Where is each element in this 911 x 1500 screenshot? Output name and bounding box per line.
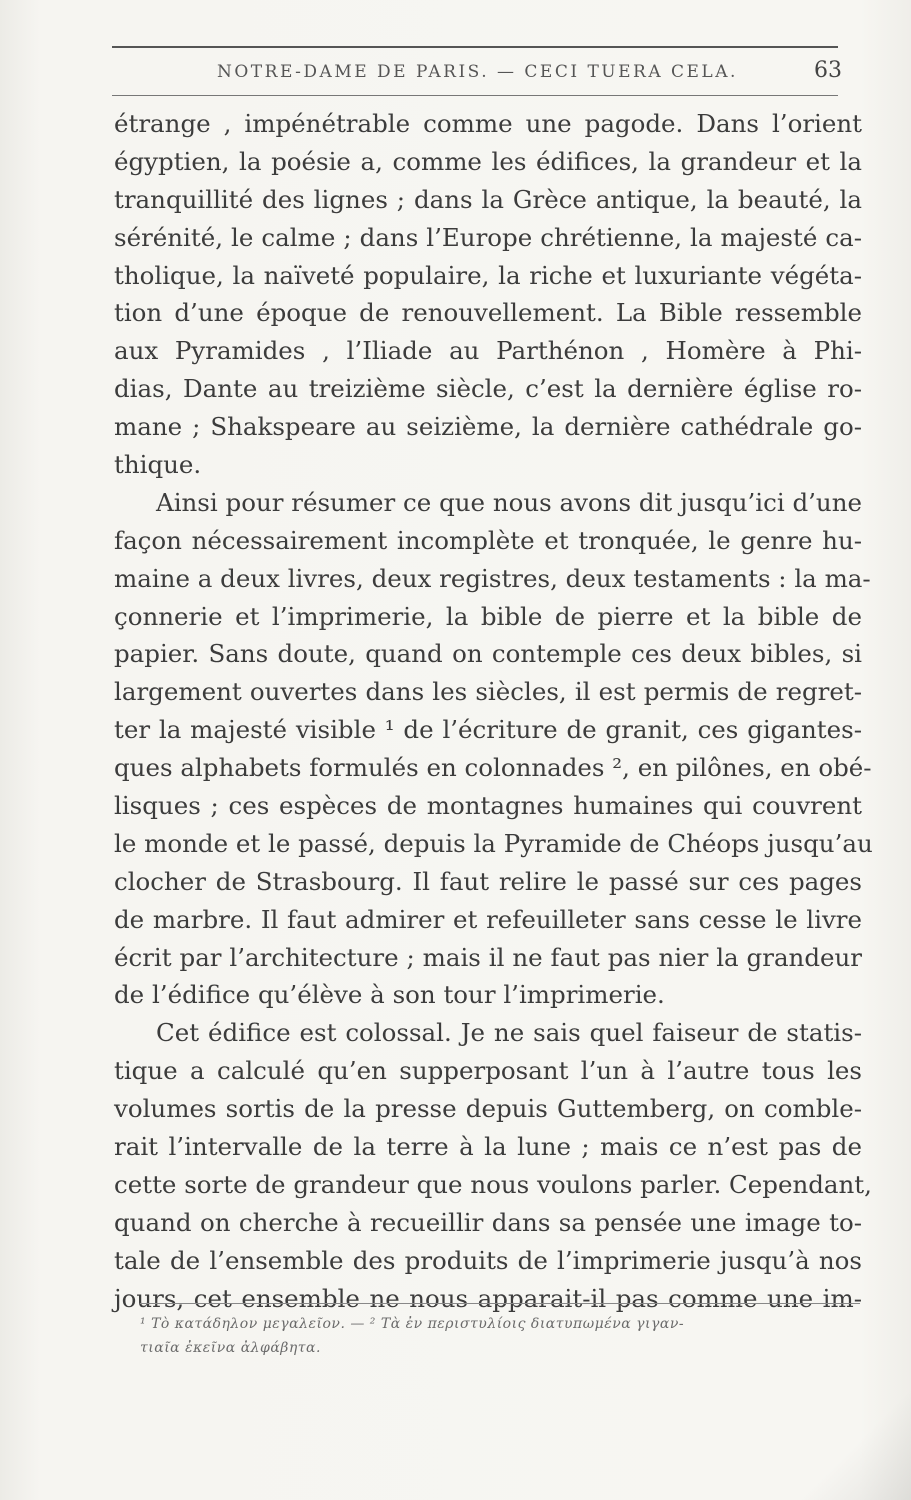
text-line: maine a deux livres, deux registres, deux testaments : la ma- bbox=[114, 563, 871, 593]
text-line: de marbre. Il faut admirer et refeuilleter sans cesse le livre bbox=[114, 904, 862, 934]
top-rule bbox=[112, 46, 838, 48]
text-line: tholique, la naïveté populaire, la riche et luxuriante végéta- bbox=[114, 260, 862, 290]
text-line: çonnerie et l’imprimerie, la bible de pierre et la bible de bbox=[114, 601, 862, 631]
footnote-rule bbox=[140, 1303, 860, 1304]
text-line: aux Pyramides , l’Iliade au Parthénon , Homère à Phi- bbox=[114, 336, 862, 366]
text-line: clocher de Strasbourg. Il faut relire le passé sur ces pages bbox=[114, 866, 862, 896]
page-number: 63 bbox=[814, 58, 842, 83]
text-line: largement ouvertes dans les siècles, il est permis de regret- bbox=[114, 677, 862, 707]
text-line: tale de l’ensemble des produits de l’imprimerie jusqu’à nos bbox=[114, 1245, 862, 1275]
header-rule bbox=[112, 95, 838, 96]
text-line: volumes sortis de la presse depuis Guttemberg, on comble- bbox=[114, 1094, 862, 1124]
text-line: étrange , impénétrable comme une pagode. Dans l’orient bbox=[114, 109, 862, 138]
footnote-line: ¹ Τὸ κατάδηλον μεγαλεῖον. — ² Τὰ ἐν περιστυλίοις διατυπωμένα γιγαν- bbox=[140, 1316, 685, 1332]
text-line: le monde et le passé, depuis la Pyramide de Chéops jusqu’au bbox=[114, 828, 873, 858]
body-text bbox=[114, 105, 873, 1318]
text-line: cette sorte de grandeur que nous voulons parler. Cependant, bbox=[114, 1169, 872, 1199]
running-title: NOTRE-DAME DE PARIS. — CECI TUERA CELA. bbox=[217, 62, 738, 82]
text-line: dias, Dante au treizième siècle, c’est la dernière église ro- bbox=[114, 374, 862, 404]
text-line: tique a calculé qu’en supperposant l’un à l’autre tous les bbox=[114, 1056, 862, 1086]
text-line: sérénité, le calme ; dans l’Europe chrétienne, la majesté ca- bbox=[114, 222, 862, 252]
footnotes bbox=[140, 1312, 865, 1360]
text-line: thique. bbox=[114, 450, 202, 480]
text-line: ques alphabets formulés en colonnades ², en pilônes, en obé- bbox=[114, 753, 872, 783]
text-line: Cet édifice est colossal. Je ne sais quel faiseur de statis- bbox=[156, 1018, 862, 1048]
text-line: jours, cet ensemble ne nous apparait-il pas comme une im- bbox=[114, 1283, 862, 1313]
text-line: papier. Sans doute, quand on contemple ces deux bibles, si bbox=[114, 639, 862, 669]
text-line: écrit par l’architecture ; mais il ne faut pas nier la grandeur bbox=[114, 942, 862, 972]
text-line: lisques ; ces espèces de montagnes humaines qui couvrent bbox=[114, 791, 862, 821]
text-line: façon nécessairement incomplète et tronquée, le genre hu- bbox=[114, 525, 862, 555]
text-line: Ainsi pour résumer ce que nous avons dit jusqu’ici d’une bbox=[156, 487, 862, 517]
text-line: rait l’intervalle de la terre à la lune ; mais ce n’est pas de bbox=[114, 1132, 862, 1162]
text-line: quand on cherche à recueillir dans sa pensée une image to- bbox=[114, 1207, 862, 1237]
page-header bbox=[112, 52, 842, 88]
text-line: égyptien, la poésie a, comme les édifices, la grandeur et la bbox=[114, 146, 862, 176]
footnote-line: τιαῖα ἐκεῖνα ἀλφάβητα. bbox=[140, 1340, 321, 1356]
text-line: tranquillité des lignes ; dans la Grèce antique, la beauté, la bbox=[114, 184, 862, 214]
page-corner-shadow bbox=[791, 1340, 911, 1500]
text-line: tion d’une époque de renouvellement. La Bible ressemble bbox=[114, 298, 862, 328]
text-line: mane ; Shakspeare au seizième, la dernière cathédrale go- bbox=[114, 412, 862, 442]
text-line: ter la majesté visible ¹ de l’écriture de granit, ces gigantes- bbox=[114, 715, 862, 745]
text-line: de l’édifice qu’élève à son tour l’imprimerie. bbox=[114, 980, 665, 1010]
